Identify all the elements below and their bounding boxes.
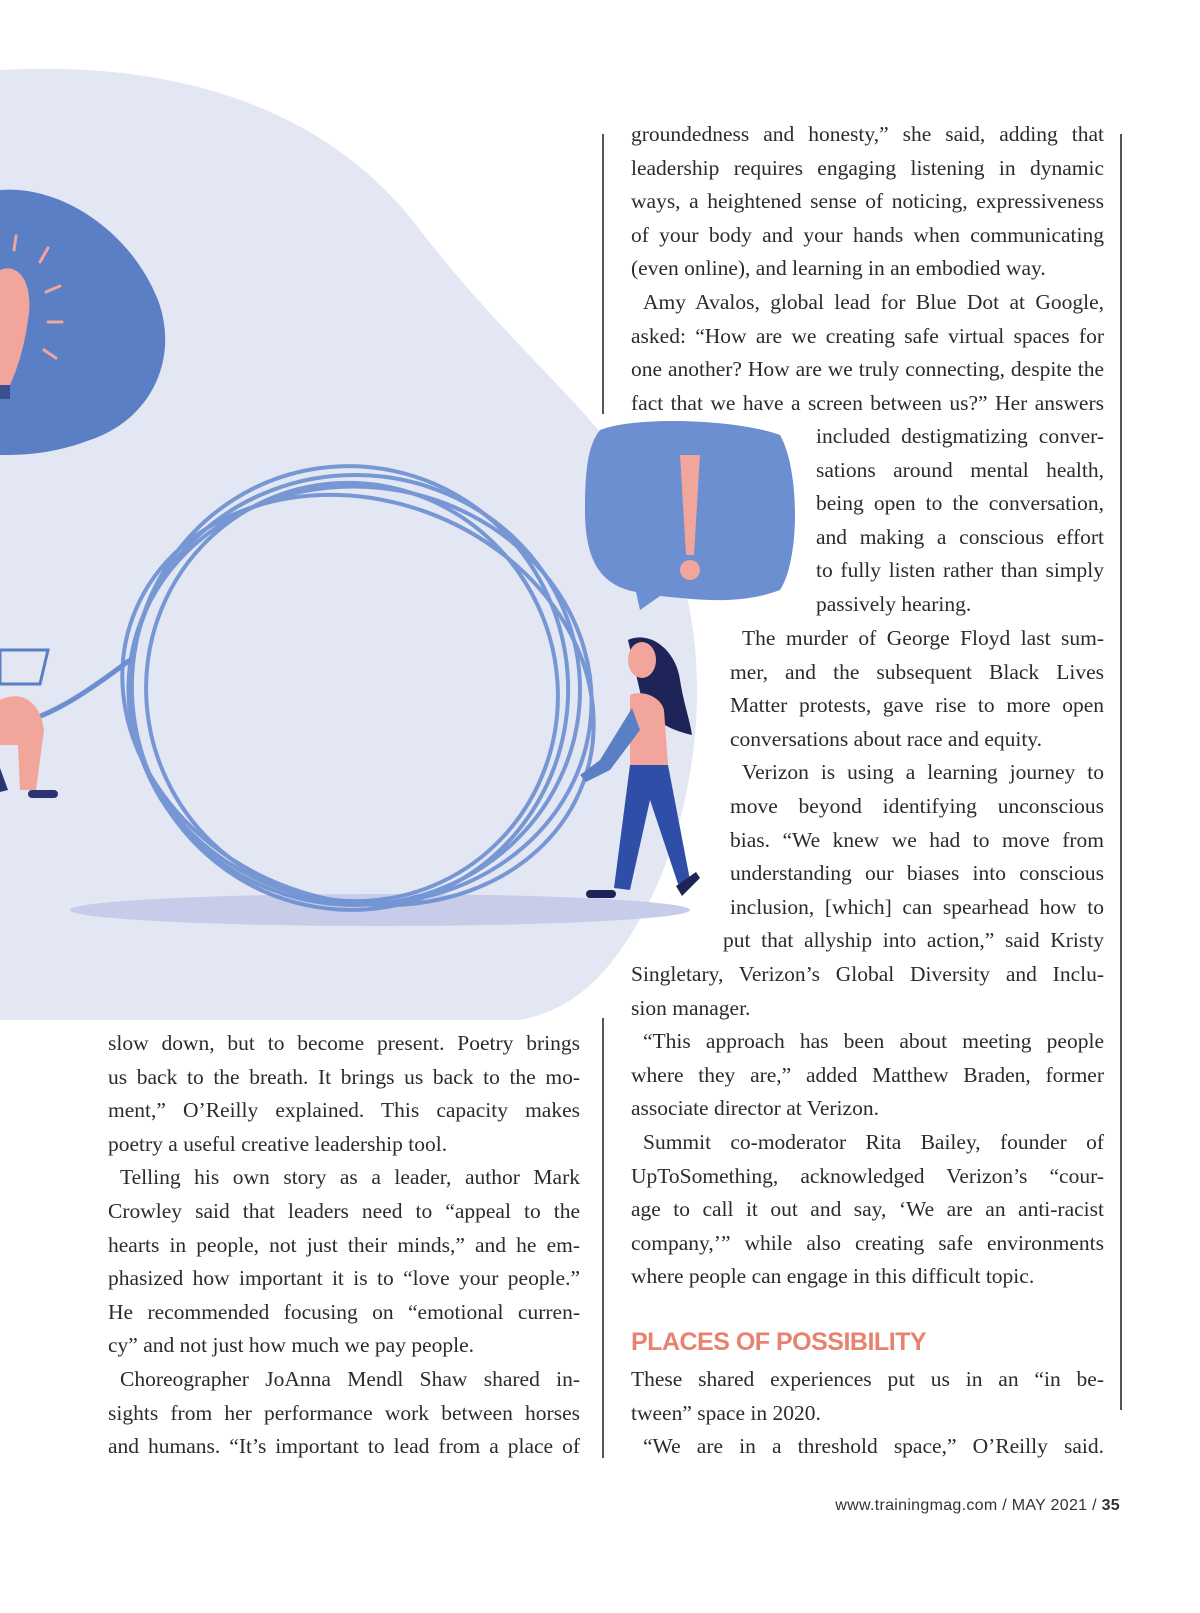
text-line: hearts in people, not just their minds,” and he em- <box>108 1232 580 1257</box>
column-rule-bottom <box>602 1018 604 1458</box>
text-line: leadership requires engaging listening in dynamic <box>631 155 1104 180</box>
text-line: being open to the conversation, <box>816 491 1104 516</box>
text-line: ment,” O’Reilly explained. This capacity makes <box>108 1098 580 1123</box>
right-column-top <box>631 118 1104 420</box>
text-line: Crowley said that leaders need to “appeal to the <box>108 1198 580 1223</box>
text-line: sion manager. <box>631 995 751 1020</box>
text-line: to fully listen rather than simply <box>816 558 1104 583</box>
text-line: understanding our biases into conscious <box>730 861 1104 886</box>
text-line: move beyond identifying unconscious <box>730 793 1104 818</box>
page-rule-right <box>1120 134 1122 1410</box>
column-rule-top <box>602 134 604 414</box>
text-line: poetry a useful creative leadership tool. <box>108 1131 448 1156</box>
text-line: asked: “How are we creating safe virtual spaces for <box>631 323 1104 348</box>
text-line: tween” space in 2020. <box>631 1400 821 1425</box>
speech-bubble-exclamation-icon <box>585 421 795 610</box>
text-line: included destigmatizing conver- <box>816 424 1104 448</box>
text-line: Verizon is using a learning journey to <box>742 760 1104 785</box>
text-line: Matter protests, gave rise to more open <box>730 693 1104 718</box>
page-number: 35 <box>1101 1497 1120 1514</box>
right-column-wrap-figure <box>723 622 1104 958</box>
text-line: passively hearing. <box>816 591 972 616</box>
text-line: cy” and not just how much we pay people. <box>108 1333 475 1358</box>
left-column <box>108 1027 580 1464</box>
text-line: Choreographer JoAnna Mendl Shaw shared in- <box>120 1366 580 1391</box>
text-line: age to call it out and say, ‘We are an anti-racist <box>631 1197 1104 1222</box>
page-footer <box>835 1497 1120 1515</box>
text-line: conversations about race and equity. <box>730 726 1043 751</box>
text-line: company,’” while also creating safe environments <box>631 1230 1104 1255</box>
text-line: put that allyship into action,” said Kristy <box>723 928 1104 953</box>
text-line: ways, a heightened sense of noticing, expressiveness <box>631 189 1104 214</box>
text-line: Amy Avalos, global lead for Blue Dot at Google, <box>643 289 1104 314</box>
text-line: associate director at Verizon. <box>631 1096 879 1121</box>
text-line: The murder of George Floyd last sum- <box>742 626 1104 650</box>
text-line: He recommended focusing on “emotional curren- <box>108 1299 580 1324</box>
text-line: of your body and your hands when communicating <box>631 222 1104 247</box>
text-line: sations around mental health, <box>816 457 1104 482</box>
text-line: bias. “We knew we had to move from <box>730 827 1104 852</box>
text-line: and humans. “It’s important to lead from a place of <box>108 1434 580 1459</box>
text-line: phasized how important it is to “love your people.” <box>108 1266 580 1291</box>
footer-site: www.trainingmag.com / MAY 2021 / <box>835 1497 1102 1514</box>
text-line: Telling his own story as a leader, author Mark <box>120 1165 580 1190</box>
text-line: where people can engage in this difficult topic. <box>631 1264 1035 1289</box>
text-line: mer, and the subsequent Black Lives <box>730 659 1104 684</box>
text-line: slow down, but to become present. Poetry brings <box>108 1031 580 1055</box>
text-line: and making a conscious effort <box>816 524 1104 549</box>
text-line: inclusion, [which] can spearhead how to <box>730 894 1104 919</box>
text-line: (even online), and learning in an embodied way. <box>631 256 1046 281</box>
text-line: one another? How are we truly connecting, despite the <box>631 357 1104 382</box>
right-column-wrap-bubble <box>816 420 1104 622</box>
text-line: Singletary, Verizon’s Global Diversity and Inclu- <box>631 962 1104 986</box>
text-line: fact that we have a screen between us?” Her answers <box>631 390 1104 415</box>
text-line: groundedness and honesty,” she said, adding that <box>631 122 1104 146</box>
text-line: “We are in a threshold space,” O’Reilly said. <box>643 1434 1104 1459</box>
text-line: Summit co-moderator Rita Bailey, founder of <box>643 1129 1104 1154</box>
right-column-after-heading <box>631 1363 1104 1464</box>
text-line: where they are,” added Matthew Braden, former <box>631 1062 1104 1087</box>
right-column-bottom <box>631 958 1104 1294</box>
text-line: These shared experiences put us in an “in be- <box>631 1367 1104 1391</box>
text-line: sights from her performance work between horses <box>108 1400 580 1425</box>
section-heading: PLACES OF POSSIBILITY <box>631 1328 927 1356</box>
text-line: UpToSomething, acknowledged Verizon’s “cour- <box>631 1163 1104 1188</box>
text-line: us back to the breath. It brings us back to the mo- <box>108 1064 580 1089</box>
text-line: “This approach has been about meeting people <box>643 1029 1104 1054</box>
